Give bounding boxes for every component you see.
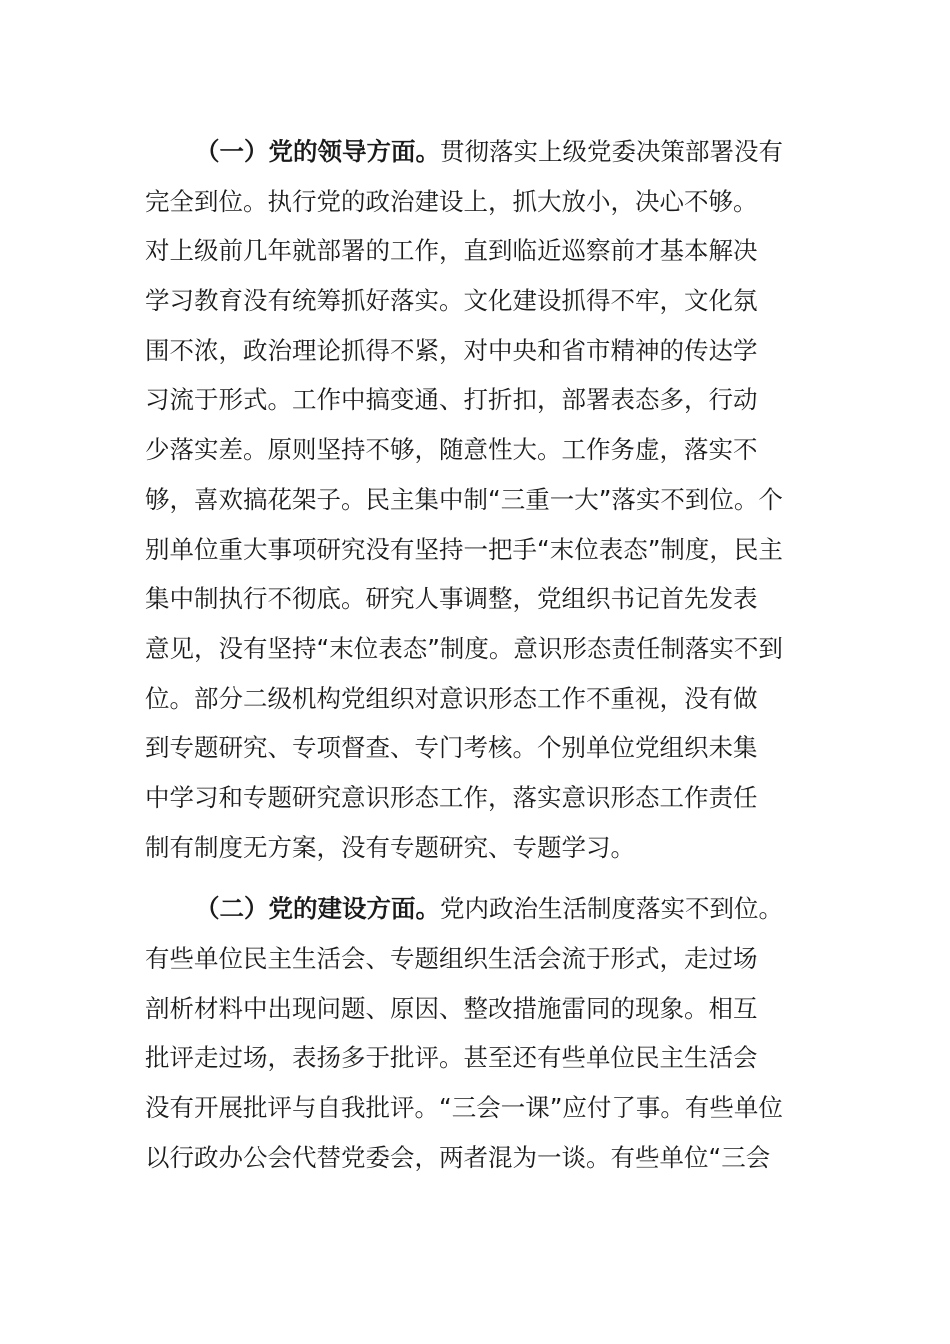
text-line: 贯彻落实上级党委决策部署没有 — [440, 137, 783, 166]
text-line: 够，喜欢搞花架子。民主集中制“三重一大”落实不到位。个 — [145, 484, 783, 514]
text-line: 批评走过场，表扬多于批评。甚至还有些单位民主生活会 — [145, 1043, 758, 1073]
text-line: 有些单位民主生活会、专题组织生活会流于形式，走过场 — [145, 944, 758, 973]
section-heading: （一）党的领导方面。 — [195, 137, 440, 166]
text-line: 别单位重大事项研究没有坚持一把手“末位表态”制度，民主 — [145, 534, 783, 564]
text-line: 意见，没有坚持“末位表态”制度。意识形态责任制落实不到 — [145, 633, 783, 663]
paragraph-party-building — [145, 884, 807, 1182]
text-line: 剖析材料中出现问题、原因、整改措施雷同的现象。相互 — [145, 993, 758, 1023]
text-line: 位。部分二级机构党组织对意识形态工作不重视，没有做 — [145, 683, 758, 713]
text-line: 没有开展批评与自我批评。“三会一课”应付了事。有些单位 — [145, 1093, 783, 1123]
paragraph-first-line — [145, 884, 807, 934]
text-line: 以行政办公会代替党委会，两者混为一谈。有些单位“三会 — [145, 1142, 771, 1172]
text-line: 习流于形式。工作中搞变通、打折扣，部署表态多，行动 — [145, 385, 758, 415]
text-line: 少落实差。原则坚持不够，随意性大。工作务虚，落实不 — [145, 435, 758, 465]
text-line: 制有制度无方案，没有专题研究、专题学习。 — [145, 832, 635, 862]
document-body — [145, 127, 807, 1182]
text-line: 围不浓，政治理论抓得不紧，对中央和省市精神的传达学 — [145, 335, 758, 365]
section-heading: （二）党的建设方面。 — [195, 894, 440, 924]
text-line: 党内政治生活制度落实不到位。 — [440, 894, 783, 924]
text-line: 学习教育没有统筹抓好落实。文化建设抓得不牢，文化氛 — [145, 286, 758, 316]
paragraph-party-leadership — [145, 127, 807, 872]
text-line: 中学习和专题研究意识形态工作，落实意识形态工作责任 — [145, 782, 758, 812]
text-line: 集中制执行不彻底。研究人事调整，党组织书记首先发表 — [145, 584, 758, 614]
text-line: 完全到位。执行党的政治建设上，抓大放小，决心不够。 — [145, 186, 758, 216]
text-line: 到专题研究、专项督查、专门考核。个别单位党组织未集 — [145, 733, 758, 763]
text-line: 对上级前几年就部署的工作，直到临近巡察前才基本解决 — [145, 236, 758, 266]
paragraph-first-line — [145, 127, 807, 177]
